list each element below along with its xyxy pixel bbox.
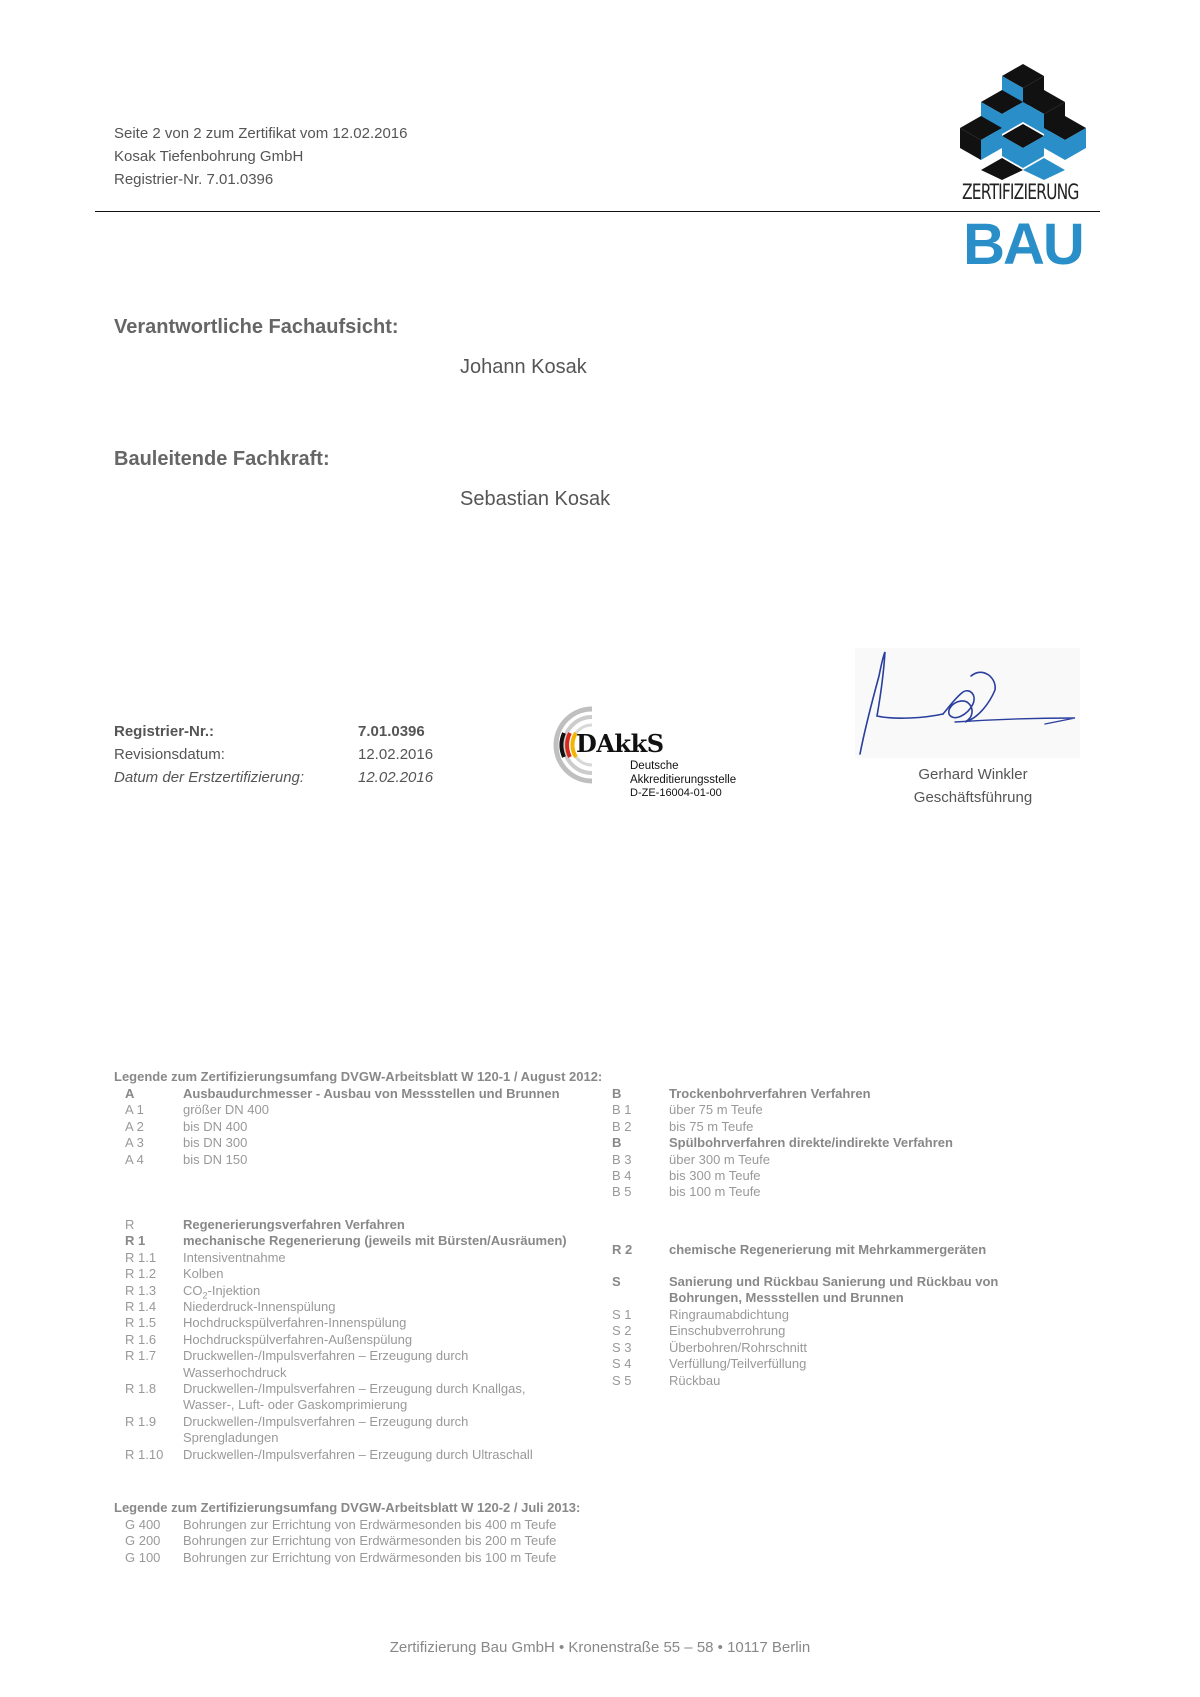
legend-text: chemische Regenerierung mit Mehrkammergeräten [669,1242,987,1257]
legend-code: B 3 [612,1151,632,1167]
legend-text: Bohrungen zur Errichtung von Erdwärmesonden bis 400 m Teufe [183,1517,557,1532]
revision-date-label: Revisionsdatum: [114,746,225,763]
legend-code: R 1.3 [125,1282,157,1298]
legend-code: B 1 [612,1102,632,1118]
legend-text-cont: Sprengladungen [183,1430,279,1446]
legend-code: R 1.6 [125,1331,157,1347]
header-page-info: Seite 2 von 2 zum Zertifikat vom 12.02.2016 [114,125,408,142]
legend-code: A 3 [125,1135,144,1151]
legend-text: mechanische Regenerierung (jeweils mit Bürsten/Ausräumen) [183,1233,567,1249]
legend-text: Druckwellen-/Impulsverfahren – Erzeugung durch [183,1348,469,1364]
legend-text: bis 75 m Teufe [669,1118,754,1134]
legend-code: B 5 [612,1184,632,1200]
legend-text: Trockenbohrverfahren Verfahren [669,1086,871,1101]
legend-code: S 2 [612,1323,632,1339]
legend-text-cont: Bohrungen, Messstellen und Brunnen [669,1290,904,1306]
signatory-name: Gerhard Winkler [918,766,1028,783]
legend-text-part: CO [183,1282,203,1298]
legend-code: S 1 [612,1307,632,1322]
legend-text: Bohrungen zur Errichtung von Erdwärmesonden bis 100 m Teufe [183,1549,557,1565]
legend-text: Spülbohrverfahren direkte/indirekte Verfahren [669,1135,953,1151]
legend-text: bis 300 m Teufe [669,1168,761,1183]
cube-pattern-icon [958,62,1088,182]
legend-text: Intensiventnahme [183,1249,286,1265]
legend-code: S 3 [612,1339,632,1355]
legend-text-part: -Injektion [207,1282,261,1298]
legend-code: A [125,1086,135,1101]
legend-text: Einschubverrohrung [669,1323,786,1339]
legend-code: R 1.9 [125,1413,157,1429]
legend-code: B 4 [612,1168,632,1183]
header-registration: Registrier-Nr. 7.01.0396 [114,171,274,188]
legend-code: R 1.10 [125,1446,164,1462]
legend-code: S 5 [612,1372,632,1388]
legend-text: bis DN 150 [183,1151,248,1167]
legend-code: R 1.7 [125,1348,157,1364]
legend-text: Ringraumabdichtung [669,1307,789,1322]
legend-text: Ausbaudurchmesser - Ausbau von Messstellen und Brunnen [183,1086,560,1101]
handwritten-signature [855,648,1080,758]
first-certification-value: 12.02.2016 [358,769,434,786]
legend-text: bis DN 300 [183,1135,248,1151]
legend-code: R 1 [125,1233,146,1249]
legend-text: Rückbau [669,1372,721,1388]
footer-address: Zertifizierung Bau GmbH • Kronenstraße 55 – 58 • 10117 Berlin [389,1639,811,1656]
legend-code: G 400 [125,1517,161,1532]
legend-text: über 300 m Teufe [669,1151,770,1167]
fachkraft-heading: Bauleitende Fachkraft: [114,448,330,470]
fachaufsicht-heading: Verantwortliche Fachaufsicht: [114,316,399,338]
revision-date-value: 12.02.2016 [358,746,434,763]
zertifizierung-bau-logo [958,62,1088,277]
first-certification-label: Datum der Erstzertifizierung: [114,769,305,786]
logo-bau-text: BAU [963,212,1083,277]
legend-text-cont: Wasser-, Luft- oder Gaskomprimierung [183,1397,408,1413]
legend-code: B [612,1086,622,1101]
header-divider [95,211,1100,212]
legend-code: G 200 [125,1533,161,1549]
legend-code: S [612,1274,621,1289]
legend-text: Niederdruck-Innenspülung [183,1299,336,1314]
registration-value: 7.01.0396 [358,723,425,740]
legend-text: Kolben [183,1266,224,1282]
legend-text: bis 100 m Teufe [669,1184,761,1200]
legend-text: Druckwellen-/Impulsverfahren – Erzeugung durch [183,1413,469,1429]
legend-text: größer DN 400 [183,1102,269,1118]
legend-text: Druckwellen-/Impulsverfahren – Erzeugung durch Knallgas, [183,1381,526,1396]
legend-code: A 4 [125,1151,144,1167]
legend-code: A 2 [125,1118,144,1134]
fachaufsicht-name: Johann Kosak [460,356,587,378]
legend-text: Hochdruckspülverfahren-Innenspülung [183,1315,407,1331]
legend-code: R 1.8 [125,1381,157,1396]
legend-code: R 1.1 [125,1249,157,1265]
signature-image [855,648,1080,758]
signatory-role: Geschäftsführung [913,789,1033,806]
legend-code: R [125,1217,135,1232]
legend-code: B 2 [612,1118,632,1134]
legend-text: Regenerierungsverfahren Verfahren [183,1217,405,1232]
legend-code: R 1.5 [125,1315,157,1331]
header-company: Kosak Tiefenbohrung GmbH [114,148,304,165]
registration-label: Registrier-Nr.: [114,723,215,740]
fachkraft-name: Sebastian Kosak [460,488,611,510]
legend-text-cont: Wasserhochdruck [183,1364,287,1380]
legend-text: Hochdruckspülverfahren-Außenspülung [183,1331,413,1347]
legend-code: R 1.2 [125,1266,157,1282]
legend-text: Druckwellen-/Impulsverfahren – Erzeugung durch Ultraschall [183,1446,533,1462]
legend-text: Überbohren/Rohrschnitt [669,1339,808,1355]
dakks-id: D-ZE-16004-01-00 [630,787,722,799]
legend-code: R 1.4 [125,1299,157,1314]
logo-zertifizierung-text: ZERTIFIZIERUNG [962,180,1079,204]
dakks-name: DAkkS [576,729,664,758]
legend1-title: Legende zum Zertifizierungsumfang DVGW-Arbeitsblatt W 120-1 / August 2012: [114,1069,603,1084]
legend-code: S 4 [612,1356,632,1372]
dakks-line2: Akkreditierungsstelle [630,773,737,786]
legend-code: R 2 [612,1242,633,1257]
legend-text: Verfüllung/Teilverfüllung [669,1356,807,1372]
legend-text: bis DN 400 [183,1118,248,1134]
legend-text: Bohrungen zur Errichtung von Erdwärmesonden bis 200 m Teufe [183,1533,557,1549]
dakks-logo [552,703,762,803]
legend-text: Sanierung und Rückbau Sanierung und Rückbau von [669,1274,999,1289]
legend-text: über 75 m Teufe [669,1102,763,1118]
legend2-title: Legende zum Zertifizierungsumfang DVGW-Arbeitsblatt W 120-2 / Juli 2013: [114,1500,581,1515]
legend-code: G 100 [125,1549,161,1565]
legend-code: B [612,1135,622,1151]
legend-subscript: 2 [202,1290,208,1301]
legend-code: A 1 [125,1102,144,1118]
dakks-line1: Deutsche [630,760,679,772]
